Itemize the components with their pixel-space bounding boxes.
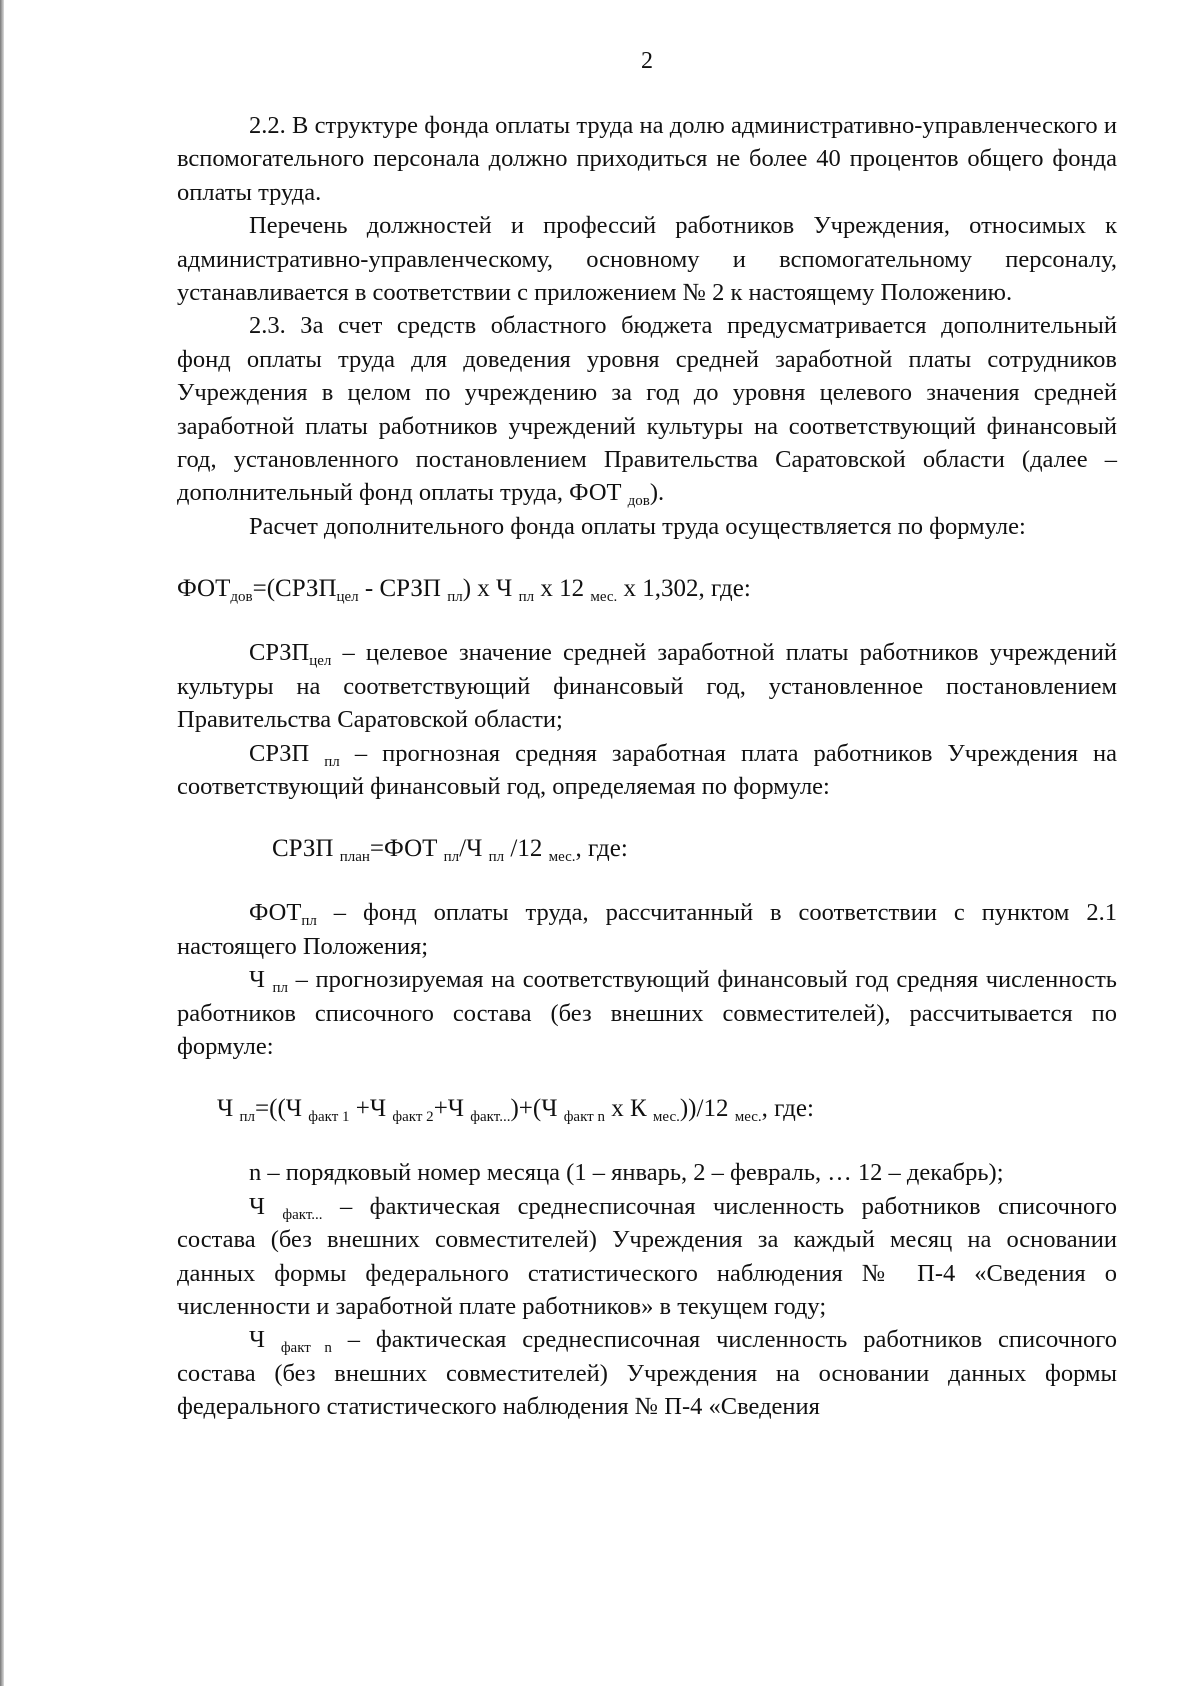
paragraph-2-2: 2.2. В структуре фонда оплаты труда на долю административно-управленческого и вспомогательного персонала должно приходиться не более 40 процентов общего фонда оплаты труда.: [177, 112, 1117, 206]
paragraph-staff-list: Перечень должностей и профессий работников Учреждения, относимых к административно-управленческому, основному и вспомогательному персоналу, устанавливается в соответствии с приложением № 2 к настоящему Положению.: [177, 212, 1117, 307]
paragraph-2-3: 2.3. За счет средств областного бюджета предусматривается дополнительный фонд оплаты труда для доведения уровня средней заработной платы сотрудников Учреждения в целом по учреждению за год до уровня целевого значения средней заработной платы работников учреждений культуры на соответствующий финансовый год, установленного постановлением Правительства Саратовской области (далее – дополнительный фонд оплаты труда, ФОТ $_{дов}$).: [177, 312, 1117, 510]
definition-ch-pl: Ч $_{пл}$ – прогнозируемая на соответствующий финансовый год средняя численность работников списочного состава (без внешних совместителей), рассчитывается по формуле:: [177, 966, 1117, 1060]
document-body: [177, 109, 1117, 1424]
definition-ch-fakt: Ч $_{факт...}$ – фактическая среднесписочная численность работников списочного состава (без внешних совместителей) Учреждения за каждый месяц на основании данных формы федерального статистического наблюдения № П-4 «Сведения о численности и заработной плате работников» в текущем году;: [177, 1192, 1117, 1320]
formula-srzp-plan: СРЗП $_{план}$=ФОТ $_{пл}$/Ч $_{пл}$ /12 $_{мес.}$, где:: [272, 835, 628, 866]
formula-fot-dov: $ФОТ_{дов}=(СРЗП_{цел}$ - СРЗП $_{пл}$) х Ч $_{пл}$ х 12 $_{мес.}$ х 1,302, где:: [177, 575, 751, 606]
definition-srzp-cel: $СРЗП_{цел}$ – целевое значение средней заработной платы работников учреждений культуры на соответствующий финансовый год, установленное постановлением Правительства Саратовской области;: [177, 639, 1117, 734]
formula-ch-pl: Ч $_{пл}$=((Ч $_{факт 1}$ +Ч $_{факт 2}$+Ч $_{факт...}$)+(Ч $_{факт n}$ х К $_{мес.}$))/12 $_{мес.}$, где:: [217, 1095, 814, 1126]
page-number: 2: [641, 48, 653, 74]
definition-srzp-pl: СРЗП $_{пл}$ – прогнозная средняя заработная плата работников Учреждения на соответствующий финансовый год, определяемая по формуле:: [177, 739, 1118, 800]
definition-fot-pl: $ФОТ_{пл}$ – фонд оплаты труда, рассчитанный в соответствии с пунктом 2.1 настоящего Положения;: [177, 899, 1117, 960]
definition-ch-fakt-n: Ч $_{факт n}$ – фактическая среднесписочная численность работников списочного состава (без внешних совместителей) Учреждения на основании данных формы федерального статистического наблюдения № П-4 «Сведения: [177, 1326, 1117, 1421]
scan-edge: [0, 0, 4, 1686]
paragraph-calc-intro: Расчет дополнительного фонда оплаты труда осуществляется по формуле:: [249, 512, 1026, 540]
definition-month-index: n – порядковый номер месяца (1 – январь, 2 – февраль, … 12 – декабрь);: [249, 1159, 1004, 1187]
